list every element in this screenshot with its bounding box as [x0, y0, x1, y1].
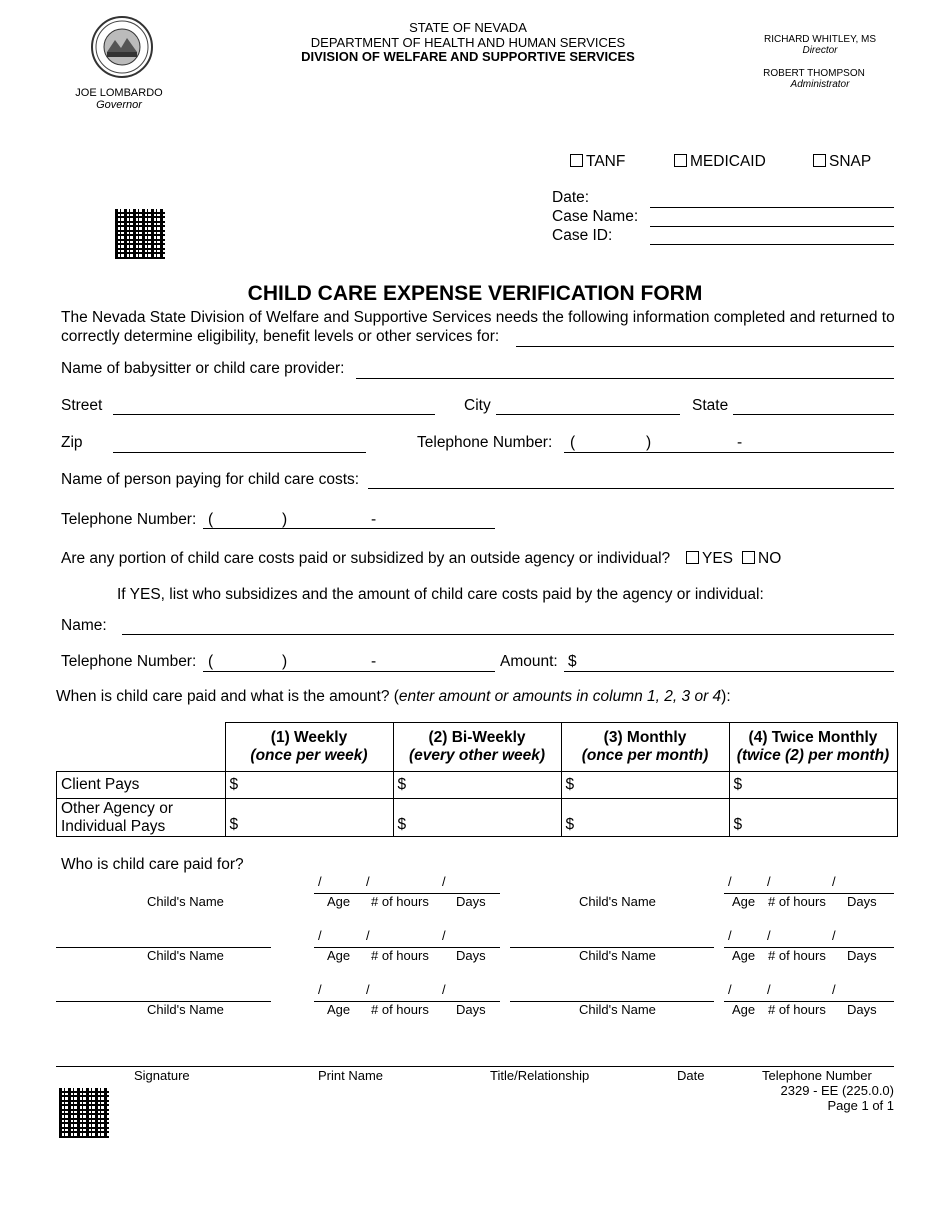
date-slash: /: [728, 874, 732, 889]
yes-checkbox[interactable]: [686, 550, 733, 568]
row-label-other-pays: Other Agency or Individual Pays: [57, 799, 226, 837]
date-field[interactable]: [650, 207, 894, 208]
child-name-label: Child's Name: [579, 1002, 656, 1017]
date-slash: /: [832, 874, 836, 889]
table-corner: [57, 723, 226, 772]
days-label: Days: [456, 894, 486, 909]
subsidy-name-field[interactable]: [122, 634, 894, 635]
provider-phone-label: Telephone Number:: [417, 434, 553, 451]
hours-label: # of hours: [768, 948, 826, 963]
days-label: Days: [456, 948, 486, 963]
days-label: Days: [847, 894, 877, 909]
medicaid-checkbox[interactable]: [674, 153, 766, 171]
child-name-label: Child's Name: [147, 1002, 224, 1017]
days-label: Days: [847, 948, 877, 963]
date-slash: /: [366, 874, 370, 889]
column-title: (2) Bi-Weekly: [428, 729, 526, 746]
case-id-label: Case ID:: [552, 227, 613, 244]
administrator-title: Administrator: [790, 79, 850, 90]
phone-dash: -: [371, 511, 377, 528]
checkbox-icon: [813, 154, 826, 167]
no-checkbox[interactable]: [742, 550, 781, 568]
phone-open-paren: (: [208, 653, 214, 670]
phone-close-paren: ): [282, 653, 288, 670]
governor-title: Governor: [96, 99, 142, 111]
other-weekly-amount[interactable]: $: [225, 799, 393, 837]
director-title: Director: [802, 45, 838, 56]
date-slash: /: [318, 874, 322, 889]
case-id-field[interactable]: [650, 244, 894, 245]
date-slash: /: [767, 874, 771, 889]
provider-name-field[interactable]: [356, 378, 894, 379]
column-header-weekly: [225, 723, 393, 772]
snap-checkbox[interactable]: [813, 153, 871, 171]
amount-label: Amount:: [500, 653, 558, 670]
child-name-label: Child's Name: [147, 948, 224, 963]
payment-question-italic: enter amount or amounts in column 1, 2, 3 or 4: [398, 688, 722, 705]
checkbox-icon: [674, 154, 687, 167]
form-title: CHILD CARE EXPENSE VERIFICATION FORM: [247, 282, 703, 305]
date-slash: /: [366, 982, 370, 997]
date-slash: /: [728, 928, 732, 943]
page-number: Page 1 of 1: [827, 1098, 894, 1113]
case-name-label: Case Name:: [552, 208, 639, 225]
child-name-label: Child's Name: [579, 948, 656, 963]
subsidy-name-label: Name:: [61, 617, 107, 634]
governor-name: JOE LOMBARDO: [75, 87, 163, 99]
director-name: RICHARD WHITLEY, MS: [763, 34, 877, 45]
subsidy-instruction: If YES, list who subsidizes and the amount of child care costs paid by the agency or individual:: [117, 586, 764, 603]
column-title: (4) Twice Monthly: [748, 729, 878, 746]
column-title: (1) Weekly: [270, 729, 348, 746]
date-label: Date: [677, 1068, 705, 1083]
age-label: Age: [327, 948, 351, 963]
payer-name-field[interactable]: [368, 488, 894, 489]
subsidy-phone-label: Telephone Number:: [61, 653, 197, 670]
date-slash: /: [832, 982, 836, 997]
date-slash: /: [767, 928, 771, 943]
division-heading: DIVISION OF WELFARE AND SUPPORTIVE SERVICES: [301, 49, 635, 64]
provider-name-label: Name of babysitter or child care provider:: [61, 360, 345, 377]
no-label: NO: [758, 550, 782, 567]
state-seal-icon: [91, 16, 153, 78]
phone-close-paren: ): [282, 511, 288, 528]
hours-label: # of hours: [371, 948, 429, 963]
date-label: Date:: [552, 189, 590, 206]
barcode-icon: [59, 1088, 109, 1138]
hours-label: # of hours: [371, 1002, 429, 1017]
form-number: 2329 - EE (225.0.0): [780, 1083, 894, 1098]
payer-name-label: Name of person paying for child care costs:: [61, 471, 360, 488]
state-heading: STATE OF NEVADA: [409, 20, 527, 35]
checkbox-icon: [570, 154, 583, 167]
signature-line[interactable]: [56, 1066, 894, 1067]
children-question: Who is child care paid for?: [61, 856, 244, 873]
age-label: Age: [732, 948, 756, 963]
hours-label: # of hours: [371, 894, 429, 909]
column-header-biweekly: [393, 723, 561, 772]
column-subtitle: (once per week): [250, 747, 368, 764]
date-slash: /: [442, 928, 446, 943]
hours-label: # of hours: [768, 894, 826, 909]
column-subtitle: (once per month): [581, 747, 709, 764]
barcode-icon: [115, 209, 165, 259]
administrator-name: ROBERT THOMPSON: [763, 68, 865, 79]
telephone-label: Telephone Number: [762, 1068, 872, 1083]
yes-label: YES: [702, 550, 734, 567]
client-weekly-amount[interactable]: $: [225, 772, 393, 799]
child-name-label: Child's Name: [147, 894, 224, 909]
other-twice-monthly-amount[interactable]: $: [729, 799, 897, 837]
date-slash: /: [318, 982, 322, 997]
medicaid-label: MEDICAID: [690, 153, 766, 170]
amount-dollar: $: [568, 653, 577, 670]
provider-phone-field[interactable]: [564, 452, 894, 453]
other-biweekly-amount[interactable]: $: [393, 799, 561, 837]
column-header-twice-monthly: [729, 723, 897, 772]
hours-label: # of hours: [768, 1002, 826, 1017]
street-label: Street: [61, 397, 103, 414]
intro-text-line2: correctly determine eligibility, benefit levels or other services for:: [61, 328, 500, 345]
payment-question-text: When is child care paid and what is the amount? (: [56, 688, 399, 705]
phone-dash: -: [371, 653, 377, 670]
column-title: (3) Monthly: [603, 729, 687, 746]
column-header-monthly: [561, 723, 729, 772]
date-slash: /: [442, 874, 446, 889]
client-monthly-amount[interactable]: $: [561, 772, 729, 799]
payment-table: [56, 722, 898, 837]
city-field[interactable]: [496, 414, 680, 415]
payment-question: [56, 688, 731, 706]
row-label-client-pays: Client Pays: [57, 772, 226, 799]
payer-phone-label: Telephone Number:: [61, 511, 197, 528]
age-label: Age: [732, 894, 756, 909]
date-slash: /: [442, 982, 446, 997]
intro-text-line1: The Nevada State Division of Welfare and Supportive Services needs the following information completed and returned to: [61, 309, 895, 326]
age-label: Age: [327, 894, 351, 909]
payer-phone-field[interactable]: [203, 528, 495, 529]
date-slash: /: [832, 928, 836, 943]
department-heading: DEPARTMENT OF HEALTH AND HUMAN SERVICES: [310, 35, 626, 50]
print-name-label: Print Name: [318, 1068, 384, 1083]
state-label: State: [692, 397, 729, 414]
date-slash: /: [767, 982, 771, 997]
phone-dash: -: [737, 434, 743, 451]
days-label: Days: [456, 1002, 486, 1017]
title-relationship-label: Title/Relationship: [490, 1068, 590, 1083]
state-field[interactable]: [733, 414, 894, 415]
checkbox-icon: [742, 551, 755, 564]
date-slash: /: [728, 982, 732, 997]
tanf-checkbox[interactable]: [570, 153, 625, 171]
snap-label: SNAP: [829, 153, 872, 170]
tanf-label: TANF: [586, 153, 626, 170]
zip-label: Zip: [61, 434, 83, 451]
checkbox-icon: [686, 551, 699, 564]
age-label: Age: [327, 1002, 351, 1017]
street-field[interactable]: [113, 414, 435, 415]
client-name-field[interactable]: [516, 346, 894, 347]
date-slash: /: [366, 928, 370, 943]
subsidy-question: Are any portion of child care costs paid or subsidized by an outside agency or individual?: [61, 550, 671, 567]
column-subtitle: (every other week): [408, 747, 546, 764]
case-name-field[interactable]: [650, 226, 894, 227]
client-twice-monthly-amount[interactable]: $: [729, 772, 897, 799]
payment-question-end: ):: [721, 688, 731, 705]
child-name-label: Child's Name: [579, 894, 656, 909]
other-monthly-amount[interactable]: $: [561, 799, 729, 837]
days-label: Days: [847, 1002, 877, 1017]
phone-close-paren: ): [646, 434, 652, 451]
subsidy-phone-field[interactable]: [203, 671, 495, 672]
age-label: Age: [732, 1002, 756, 1017]
amount-field[interactable]: [564, 671, 894, 672]
city-label: City: [464, 397, 491, 414]
date-slash: /: [318, 928, 322, 943]
phone-open-paren: (: [208, 511, 214, 528]
signature-label: Signature: [134, 1068, 190, 1083]
column-subtitle: (twice (2) per month): [736, 747, 890, 764]
phone-open-paren: (: [570, 434, 576, 451]
zip-field[interactable]: [113, 452, 366, 453]
client-biweekly-amount[interactable]: $: [393, 772, 561, 799]
